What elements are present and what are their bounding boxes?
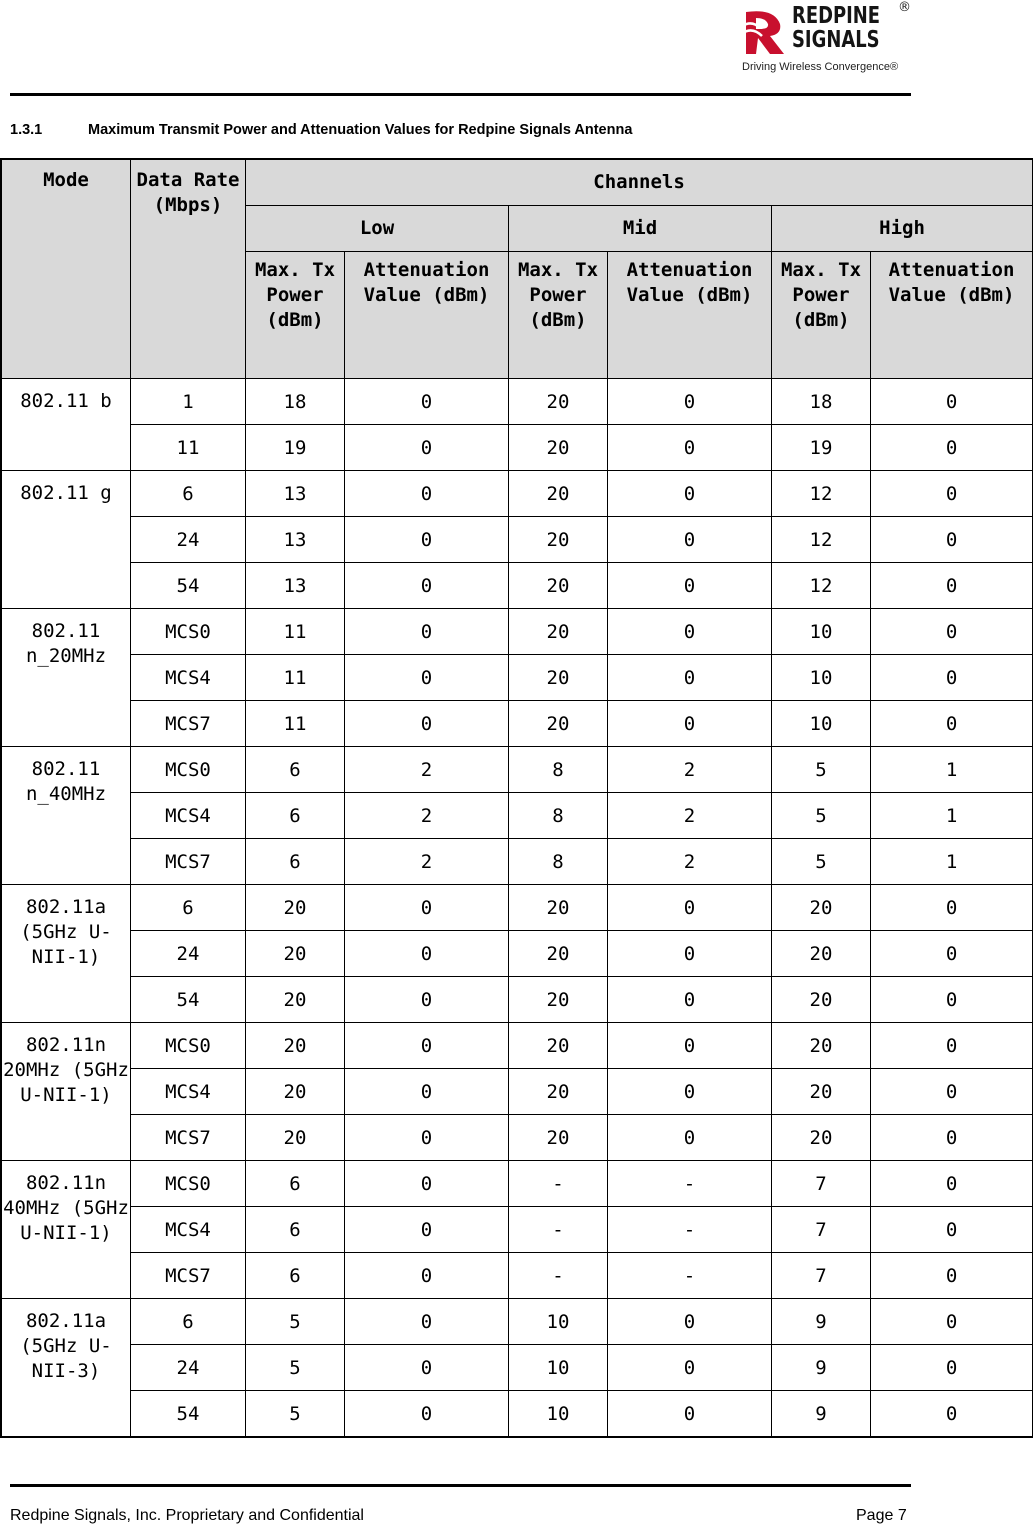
mid-att-cell: 0 [608,1069,772,1115]
mid-att-cell: 0 [608,609,772,655]
mid-att-cell: 0 [608,425,772,471]
low-att-cell: 0 [345,1253,509,1299]
header-data-rate: Data Rate (Mbps) [131,160,246,379]
low-tx-cell: 13 [246,471,345,517]
low-att-cell: 0 [345,563,509,609]
high-att-cell: 0 [871,1391,1033,1437]
low-tx-cell: 13 [246,517,345,563]
low-att-cell: 0 [345,1115,509,1161]
table-row [2,471,1033,517]
mid-att-cell: 0 [608,379,772,425]
power-attenuation-table-frame [0,158,1033,1438]
table-row [2,885,1033,931]
rate-cell: MCS4 [131,1207,246,1253]
low-att-cell: 0 [345,1345,509,1391]
mode-cell: 802.11a (5GHz U-NII-1) [2,885,131,1023]
low-tx-cell: 20 [246,885,345,931]
mid-tx-cell: 20 [509,885,608,931]
mid-tx-cell: 20 [509,609,608,655]
rate-cell: 6 [131,885,246,931]
mid-att-cell: - [608,1161,772,1207]
footer-rule [10,1484,911,1487]
mid-att-cell: 0 [608,701,772,747]
high-att-cell: 0 [871,1115,1033,1161]
high-att-cell: 0 [871,1299,1033,1345]
mid-att-cell: 0 [608,1115,772,1161]
table-row [2,563,1033,609]
logo-wordmark: REDPINE SIGNALS [792,3,881,53]
low-att-cell: 0 [345,1299,509,1345]
high-tx-cell: 20 [772,1115,871,1161]
high-att-cell: 0 [871,1069,1033,1115]
table-row [2,1345,1033,1391]
low-att-cell: 0 [345,655,509,701]
low-tx-cell: 11 [246,701,345,747]
rate-cell: 24 [131,931,246,977]
low-att-cell: 2 [345,793,509,839]
low-att-cell: 0 [345,1161,509,1207]
low-tx-cell: 6 [246,1207,345,1253]
low-att-cell: 0 [345,609,509,655]
high-att-cell: 0 [871,701,1033,747]
low-tx-cell: 5 [246,1391,345,1437]
mode-cell: 802.11a (5GHz U-NII-3) [2,1299,131,1437]
low-att-cell: 0 [345,931,509,977]
mode-cell: 802.11n 40MHz (5GHz U-NII-1) [2,1161,131,1299]
mid-tx-cell: 20 [509,1069,608,1115]
rate-cell: MCS0 [131,747,246,793]
mode-cell: 802.11 b [2,379,131,471]
header-high: High [772,206,1033,252]
mid-tx-cell: 10 [509,1345,608,1391]
mid-tx-cell: 10 [509,1391,608,1437]
logo-tagline: Driving Wireless Convergence® [742,61,899,73]
footer-confidential: Redpine Signals, Inc. Proprietary and Confidential [10,1507,364,1524]
high-tx-cell: 20 [772,1023,871,1069]
high-tx-cell: 19 [772,425,871,471]
high-att-cell: 0 [871,379,1033,425]
high-tx-cell: 5 [772,747,871,793]
high-tx-cell: 10 [772,655,871,701]
mid-tx-cell: 20 [509,931,608,977]
mid-att-cell: 0 [608,517,772,563]
mid-att-cell: 0 [608,885,772,931]
low-att-cell: 0 [345,885,509,931]
rate-cell: MCS7 [131,1115,246,1161]
table-row [2,379,1033,425]
table-row [2,655,1033,701]
table-row [2,1161,1033,1207]
table-row [2,931,1033,977]
low-tx-cell: 6 [246,747,345,793]
rate-cell: 6 [131,1299,246,1345]
mid-tx-cell: - [509,1207,608,1253]
low-att-cell: 0 [345,425,509,471]
low-tx-cell: 20 [246,1069,345,1115]
rate-cell: MCS4 [131,1069,246,1115]
high-att-cell: 0 [871,1253,1033,1299]
low-tx-cell: 5 [246,1299,345,1345]
mid-att-cell: 2 [608,747,772,793]
mid-att-cell: 2 [608,793,772,839]
mode-cell: 802.11n 20MHz (5GHz U-NII-1) [2,1023,131,1161]
mode-cell: 802.11 n_20MHz [2,609,131,747]
high-att-cell: 0 [871,425,1033,471]
mid-att-cell: 0 [608,1023,772,1069]
table-row [2,1023,1033,1069]
rate-cell: 24 [131,517,246,563]
table-row [2,425,1033,471]
high-tx-cell: 12 [772,563,871,609]
rate-cell: MCS7 [131,839,246,885]
header-low-max-tx: Max. Tx Power (dBm) [246,252,345,379]
low-tx-cell: 20 [246,1023,345,1069]
mid-tx-cell: 20 [509,563,608,609]
high-att-cell: 0 [871,885,1033,931]
mid-att-cell: 0 [608,1391,772,1437]
rate-cell: MCS0 [131,1023,246,1069]
low-att-cell: 0 [345,471,509,517]
mid-att-cell: - [608,1253,772,1299]
mid-tx-cell: 20 [509,655,608,701]
low-tx-cell: 13 [246,563,345,609]
low-tx-cell: 20 [246,977,345,1023]
mid-att-cell: 2 [608,839,772,885]
rate-cell: 1 [131,379,246,425]
low-att-cell: 0 [345,379,509,425]
rate-cell: 6 [131,471,246,517]
rate-cell: MCS7 [131,701,246,747]
high-att-cell: 1 [871,747,1033,793]
rate-cell: MCS0 [131,609,246,655]
section-number: 1.3.1 [10,122,43,138]
low-tx-cell: 11 [246,609,345,655]
high-tx-cell: 9 [772,1299,871,1345]
redpine-logo-icon [740,6,786,56]
low-att-cell: 0 [345,977,509,1023]
mid-tx-cell: 8 [509,793,608,839]
footer-page-number: Page 7 [856,1507,907,1524]
header-high-max-tx: Max. Tx Power (dBm) [772,252,871,379]
high-tx-cell: 20 [772,1069,871,1115]
high-att-cell: 1 [871,839,1033,885]
mid-att-cell: - [608,1207,772,1253]
low-tx-cell: 6 [246,1253,345,1299]
mid-tx-cell: 20 [509,425,608,471]
rate-cell: 54 [131,1391,246,1437]
rate-cell: 24 [131,1345,246,1391]
mid-tx-cell: - [509,1253,608,1299]
header-rule [10,93,911,96]
high-att-cell: 0 [871,609,1033,655]
low-att-cell: 2 [345,839,509,885]
table-row [2,517,1033,563]
table-row [2,609,1033,655]
header-mid: Mid [509,206,772,252]
high-att-cell: 0 [871,471,1033,517]
power-attenuation-table [1,159,1033,1437]
low-tx-cell: 20 [246,931,345,977]
high-tx-cell: 10 [772,609,871,655]
table-row [2,701,1033,747]
header-low: Low [246,206,509,252]
high-att-cell: 0 [871,563,1033,609]
mid-att-cell: 0 [608,931,772,977]
section-title-text: Maximum Transmit Power and Attenuation Values for Redpine Signals Antenna [88,122,633,138]
table-row [2,1069,1033,1115]
high-att-cell: 0 [871,1345,1033,1391]
header-mid-attenuation: Attenuation Value (dBm) [608,252,772,379]
low-tx-cell: 6 [246,793,345,839]
table-row [2,977,1033,1023]
mid-tx-cell: 20 [509,471,608,517]
high-tx-cell: 12 [772,471,871,517]
header-mode: Mode [2,160,131,379]
low-tx-cell: 19 [246,425,345,471]
low-tx-cell: 6 [246,839,345,885]
mid-att-cell: 0 [608,1299,772,1345]
table-row [2,747,1033,793]
low-tx-cell: 6 [246,1161,345,1207]
table-row [2,793,1033,839]
header-mid-max-tx: Max. Tx Power (dBm) [509,252,608,379]
low-tx-cell: 20 [246,1115,345,1161]
high-tx-cell: 7 [772,1253,871,1299]
table-row [2,1299,1033,1345]
table-row [2,839,1033,885]
mode-cell: 802.11 g [2,471,131,609]
high-tx-cell: 7 [772,1161,871,1207]
low-tx-cell: 5 [246,1345,345,1391]
low-att-cell: 2 [345,747,509,793]
mode-cell: 802.11 n_40MHz [2,747,131,885]
high-tx-cell: 12 [772,517,871,563]
mid-att-cell: 0 [608,471,772,517]
table-body [2,379,1033,1437]
header-low-attenuation: Attenuation Value (dBm) [345,252,509,379]
mid-att-cell: 0 [608,1345,772,1391]
high-att-cell: 0 [871,517,1033,563]
low-att-cell: 0 [345,517,509,563]
table-row [2,1207,1033,1253]
high-tx-cell: 9 [772,1345,871,1391]
rate-cell: 54 [131,977,246,1023]
high-att-cell: 0 [871,977,1033,1023]
mid-tx-cell: 20 [509,977,608,1023]
mid-att-cell: 0 [608,655,772,701]
mid-tx-cell: 20 [509,701,608,747]
section-heading [10,122,632,138]
high-tx-cell: 20 [772,885,871,931]
low-tx-cell: 11 [246,655,345,701]
high-tx-cell: 20 [772,931,871,977]
high-tx-cell: 5 [772,839,871,885]
high-tx-cell: 7 [772,1207,871,1253]
high-tx-cell: 18 [772,379,871,425]
high-att-cell: 0 [871,1023,1033,1069]
rate-cell: 54 [131,563,246,609]
low-att-cell: 0 [345,1023,509,1069]
low-tx-cell: 18 [246,379,345,425]
high-att-cell: 1 [871,793,1033,839]
mid-tx-cell: 20 [509,1115,608,1161]
table-row [2,1253,1033,1299]
mid-att-cell: 0 [608,977,772,1023]
rate-cell: MCS4 [131,655,246,701]
company-logo [740,2,912,76]
table-row [2,1115,1033,1161]
high-tx-cell: 10 [772,701,871,747]
rate-cell: MCS0 [131,1161,246,1207]
registered-mark: ® [898,0,911,15]
high-tx-cell: 5 [772,793,871,839]
mid-tx-cell: 20 [509,379,608,425]
high-att-cell: 0 [871,655,1033,701]
low-att-cell: 0 [345,701,509,747]
header-channels: Channels [246,160,1033,206]
mid-tx-cell: 20 [509,1023,608,1069]
header-high-attenuation: Attenuation Value (dBm) [871,252,1033,379]
low-att-cell: 0 [345,1207,509,1253]
rate-cell: MCS7 [131,1253,246,1299]
high-att-cell: 0 [871,1207,1033,1253]
high-tx-cell: 20 [772,977,871,1023]
mid-att-cell: 0 [608,563,772,609]
mid-tx-cell: 8 [509,747,608,793]
rate-cell: MCS4 [131,793,246,839]
high-tx-cell: 9 [772,1391,871,1437]
low-att-cell: 0 [345,1069,509,1115]
table-row [2,1391,1033,1437]
mid-tx-cell: 20 [509,517,608,563]
mid-tx-cell: 10 [509,1299,608,1345]
mid-tx-cell: - [509,1161,608,1207]
mid-tx-cell: 8 [509,839,608,885]
high-att-cell: 0 [871,931,1033,977]
rate-cell: 11 [131,425,246,471]
high-att-cell: 0 [871,1161,1033,1207]
low-att-cell: 0 [345,1391,509,1437]
